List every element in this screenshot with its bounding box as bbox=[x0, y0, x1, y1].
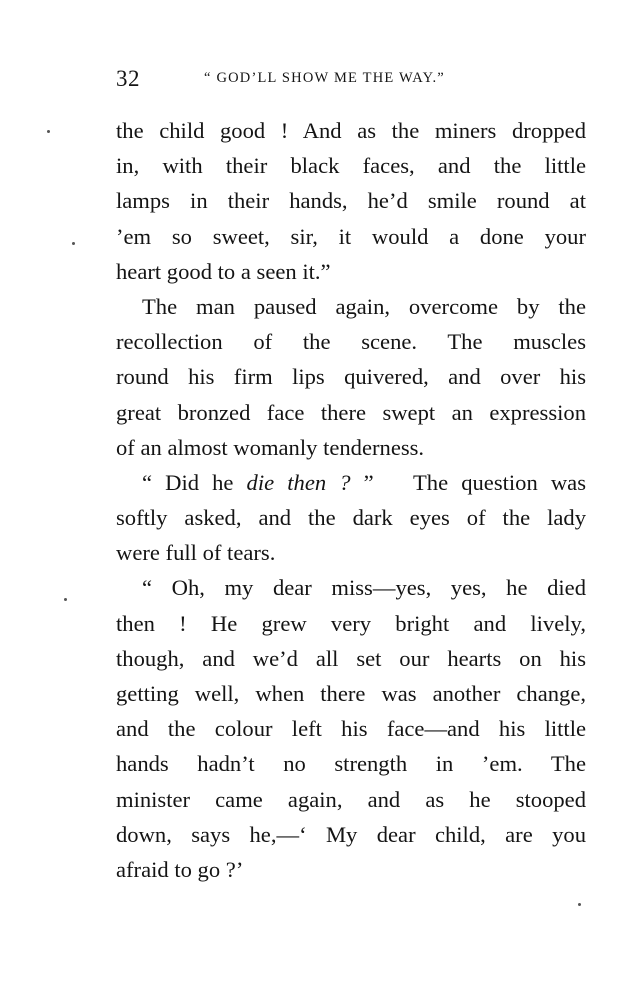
text-line: softly asked, and the dark eyes of the lady bbox=[116, 505, 586, 531]
text-line: hands hadn’t no strength in ’em. The bbox=[116, 751, 586, 777]
text-line: the child good ! And as the miners dropped bbox=[116, 118, 586, 143]
text-line: getting well, when there was another change, bbox=[116, 681, 586, 706]
quote-line bbox=[116, 465, 586, 500]
text-line: heart good to a seen it.” bbox=[116, 258, 331, 284]
text-line: afraid to go ?’ bbox=[116, 856, 244, 882]
body-text bbox=[116, 113, 586, 887]
text-line: “ Oh, my dear miss—yes, yes, he died bbox=[142, 575, 586, 601]
scan-speck bbox=[47, 130, 50, 133]
text-line: were full of tears. bbox=[116, 540, 276, 566]
text-line: minister came again, and as he stooped bbox=[116, 786, 586, 812]
text-line: ’em so sweet, sir, it would a done your bbox=[116, 223, 586, 249]
scan-speck bbox=[64, 598, 67, 601]
text-line: though, and we’d all set our hearts on his bbox=[116, 645, 586, 671]
text-line: down, says he,—‘ My dear child, are you bbox=[116, 821, 586, 847]
page-header bbox=[116, 66, 586, 96]
text-line: round his firm lips quivered, and over his bbox=[116, 364, 586, 390]
scan-speck bbox=[578, 903, 581, 906]
quote-open: “ Did he bbox=[142, 469, 247, 495]
text-line: recollection of the scene. The muscles bbox=[116, 329, 586, 355]
quote-close: ” bbox=[350, 469, 374, 495]
text-line: lamps in their hands, he’d smile round at bbox=[116, 188, 586, 214]
text-line: in, with their black faces, and the little bbox=[116, 153, 586, 179]
text-line: and the colour left his face—and his little bbox=[116, 716, 586, 742]
quote-italic: die then ? bbox=[246, 469, 351, 495]
scan-speck bbox=[72, 242, 75, 245]
text-line: great bronzed face there swept an expression bbox=[116, 399, 586, 425]
running-head: “ GOD’LL SHOW ME THE WAY.” bbox=[204, 70, 445, 86]
text-line: The man paused again, overcome by the bbox=[142, 293, 586, 319]
text-line: of an almost womanly tenderness. bbox=[116, 434, 425, 460]
quote-rest: The question was bbox=[412, 469, 586, 495]
page-number: 32 bbox=[116, 66, 140, 91]
text-line: then ! He grew very bright and lively, bbox=[116, 610, 586, 636]
